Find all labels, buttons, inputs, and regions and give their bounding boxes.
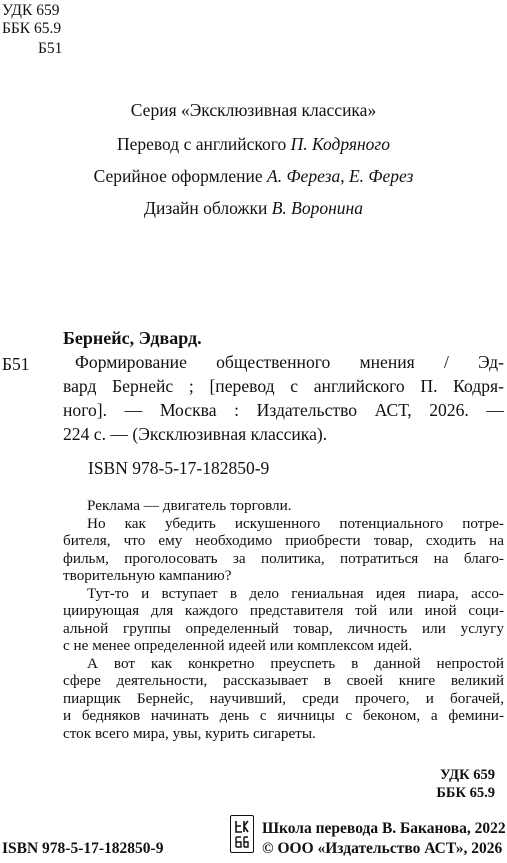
bbk-code-top: ББК 65.9 bbox=[2, 20, 62, 37]
translation-label: Перевод с английского bbox=[116, 134, 291, 154]
design-line bbox=[0, 166, 507, 186]
translation-line bbox=[0, 134, 507, 154]
annotation-line: творительную кампанию? bbox=[63, 567, 232, 584]
author-sign-top: Б51 bbox=[38, 40, 63, 57]
annotation-line: сфере деятельности, рассказывает в своей книге великий bbox=[63, 672, 504, 689]
annotation-line: Но как убедить искушенного потенциального потре- bbox=[87, 514, 504, 532]
cover-designer-name: В. Воронина bbox=[271, 198, 363, 218]
description-line: вард Бернейс ; [перевод с английского П. Кодря- bbox=[63, 376, 504, 396]
annotation-line: с не менее определенной идеей или комплексом идей. bbox=[63, 637, 413, 654]
annotation-line: пиарщик Бернейс, научивший, среди прочего, и богачей, bbox=[63, 689, 504, 707]
annotation-line: Тут-то и вступает в дело гениальная идея пиара, ассо- bbox=[87, 584, 504, 602]
cover-label: Дизайн обложки bbox=[144, 198, 272, 218]
isbn-record: ISBN 978-5-17-182850-9 bbox=[88, 458, 270, 478]
annotation-line: циирующая для каждого представителя той или иной соци- bbox=[63, 602, 504, 619]
annotation-line: бителя, что ему необходимо приобрести товар, сходить на bbox=[63, 532, 504, 549]
design-label: Серийное оформление bbox=[93, 166, 268, 186]
cover-line bbox=[0, 198, 507, 218]
annotation-line: А вот как конкретно преуспеть в данной непростой bbox=[87, 654, 504, 672]
author-heading: Бернейс, Эдвард. bbox=[63, 328, 202, 348]
annotation-line: альной группы определенный товар, личность или услугу bbox=[63, 619, 504, 637]
annotation-line: Реклама — двигатель торговли. bbox=[87, 497, 292, 514]
author-sign: Б51 bbox=[2, 354, 30, 374]
udk-code-top: УДК 659 bbox=[2, 2, 60, 19]
bbk-code-bottom: ББК 65.9 bbox=[436, 785, 495, 801]
series-line: Серия «Эксклюзивная классика» bbox=[130, 100, 377, 120]
annotation-line: фильм, проголосовать за политика, потратиться на благо- bbox=[63, 549, 504, 567]
description-line: Формирование общественного мнения / Эд- bbox=[75, 352, 504, 372]
annotation-line: сток всего мира, увы, курить сигареты. bbox=[63, 724, 316, 742]
copyright-translation-school: Школа перевода В. Баканова, 2022 bbox=[262, 820, 506, 837]
translator-name: П. Кодряного bbox=[290, 134, 390, 154]
isbn-footer: ISBN 978-5-17-182850-9 bbox=[2, 840, 164, 857]
udk-code-bottom: УДК 659 bbox=[439, 767, 495, 783]
bibliographic-description bbox=[63, 350, 504, 446]
annotation bbox=[63, 497, 504, 742]
publisher-logo-icon bbox=[230, 815, 254, 853]
designer-names: А. Фереза, Е. Ферез bbox=[267, 166, 414, 186]
annotation-line: и бедняков начинать день с яичницы с беконом, а фемини- bbox=[63, 707, 504, 724]
description-line: ного]. — Москва : Издательство АСТ, 2026. — bbox=[63, 400, 504, 420]
description-line: 224 с. — (Эксклюзивная классика). bbox=[63, 424, 328, 444]
copyright-publisher: © ООО «Издательство АСТ», 2026 bbox=[262, 840, 503, 857]
